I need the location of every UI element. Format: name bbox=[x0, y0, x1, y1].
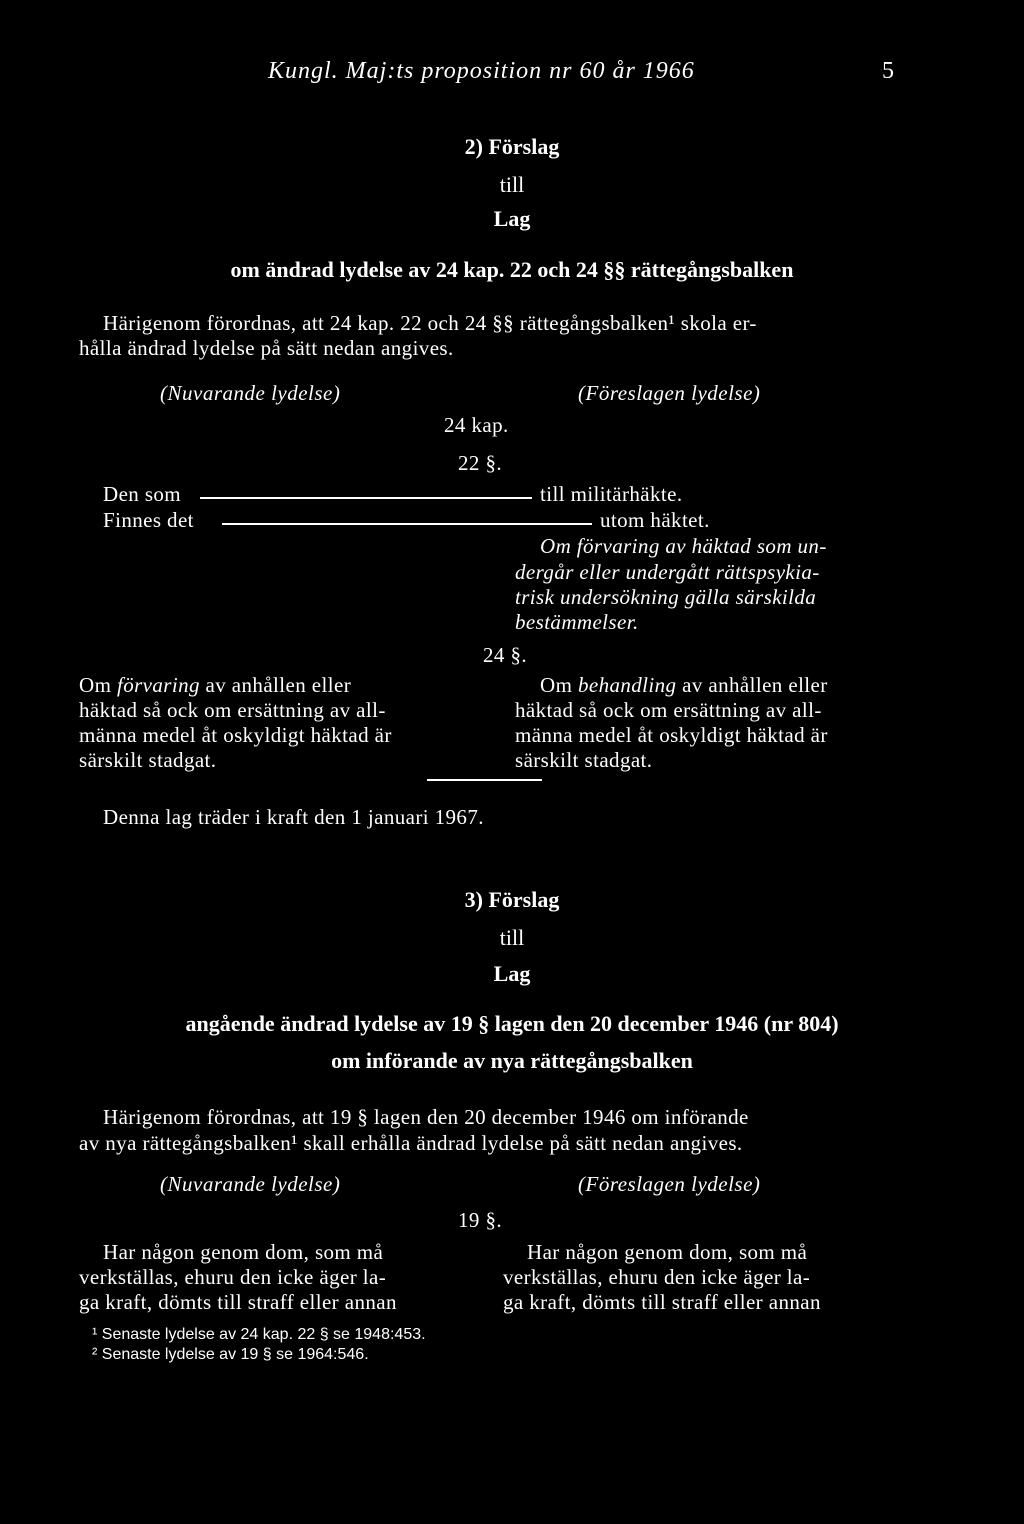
left24-line2: häktad så ock om ersättning av all- bbox=[79, 698, 386, 722]
section2-title: 2) Förslag bbox=[464, 134, 560, 159]
section2-chapter: 24 kap. bbox=[444, 413, 509, 437]
right19-line2: verkställas, ehuru den icke äger la- bbox=[503, 1265, 811, 1289]
section3-till: till bbox=[499, 925, 525, 950]
section3-col-right-header: (Föreslagen lydelse) bbox=[578, 1172, 761, 1196]
section2-intro-line1: Härigenom förordnas, att 24 kap. 22 och 24 §§ rättegångsbalken¹ skola er- bbox=[103, 311, 757, 335]
section2-intro-line2: hålla ändrad lydelse på sätt nedan angives. bbox=[79, 336, 454, 360]
omission-dash bbox=[200, 497, 532, 499]
finnes-start: Finnes det bbox=[103, 508, 194, 532]
left19-line2: verkställas, ehuru den icke äger la- bbox=[79, 1265, 387, 1289]
den-som-end: till militärhäkte. bbox=[540, 482, 683, 506]
section3-subject-line2: om införande av nya rättegångsbalken bbox=[331, 1048, 693, 1073]
emphasis-forvaring: förvaring bbox=[116, 673, 200, 697]
emphasis-behandling: behandling bbox=[577, 673, 677, 697]
right24-line3: männa medel åt oskyldigt häktad är bbox=[515, 723, 828, 747]
section3-intro-line2: av nya rättegångsbalken¹ skall erhålla ändrad lydelse på sätt nedan angives. bbox=[79, 1131, 743, 1155]
section3-subject-line1: angående ändrad lydelse av 19 § lagen den 20 december 1946 (nr 804) bbox=[185, 1011, 839, 1036]
right24-line4: särskilt stadgat. bbox=[515, 748, 653, 772]
new-provision-line3: trisk undersökning gälla särskilda bbox=[515, 585, 817, 609]
new-provision-line2: dergår eller undergått rättspsykia- bbox=[515, 560, 820, 584]
section2-col-left-header: (Nuvarande lydelse) bbox=[160, 381, 341, 405]
page-number: 5 bbox=[882, 58, 894, 84]
section-rule bbox=[427, 779, 542, 781]
right24-line2: häktad så ock om ersättning av all- bbox=[515, 698, 822, 722]
right19-line3: ga kraft, dömts till straff eller annan bbox=[503, 1290, 821, 1314]
footnote-2: ² Senaste lydelse av 19 § se 1964:546. bbox=[92, 1346, 369, 1363]
running-title: Kungl. Maj:ts proposition nr 60 år 1966 bbox=[268, 58, 695, 84]
section3-col-left-header: (Nuvarande lydelse) bbox=[160, 1172, 341, 1196]
left19-line1: Har någon genom dom, som må bbox=[103, 1240, 384, 1264]
new-provision-line4: bestämmelser. bbox=[515, 610, 639, 634]
section3-title: 3) Förslag bbox=[464, 887, 560, 912]
footnote-1: ¹ Senaste lydelse av 24 kap. 22 § se 1948:453. bbox=[92, 1326, 426, 1343]
new-provision-line1: Om förvaring av häktad som un- bbox=[540, 534, 827, 558]
section3-lag: Lag bbox=[493, 961, 531, 986]
left24-line1: Om förvaring av anhållen eller bbox=[79, 673, 352, 697]
section2-para22: 22 §. bbox=[458, 451, 502, 475]
section2-till: till bbox=[499, 172, 525, 197]
finnes-end: utom häktet. bbox=[600, 508, 710, 532]
left19-line3: ga kraft, dömts till straff eller annan bbox=[79, 1290, 397, 1314]
left24-line3: männa medel åt oskyldigt häktad är bbox=[79, 723, 392, 747]
omission-dash bbox=[222, 523, 592, 525]
section3-intro-line1: Härigenom förordnas, att 19 § lagen den 20 december 1946 om införande bbox=[103, 1105, 749, 1129]
section2-para24: 24 §. bbox=[483, 643, 527, 667]
den-som-start: Den som bbox=[103, 482, 182, 506]
right19-line1: Har någon genom dom, som må bbox=[527, 1240, 808, 1264]
in-force-statement: Denna lag träder i kraft den 1 januari 1967. bbox=[103, 805, 484, 829]
right24-line1: Om behandling av anhållen eller bbox=[540, 673, 828, 697]
section3-para19: 19 §. bbox=[458, 1208, 502, 1232]
section2-lag: Lag bbox=[493, 206, 531, 231]
section2-col-right-header: (Föreslagen lydelse) bbox=[578, 381, 761, 405]
left24-line4: särskilt stadgat. bbox=[79, 748, 217, 772]
section2-subject: om ändrad lydelse av 24 kap. 22 och 24 §§ rättegångsbalken bbox=[230, 257, 794, 282]
